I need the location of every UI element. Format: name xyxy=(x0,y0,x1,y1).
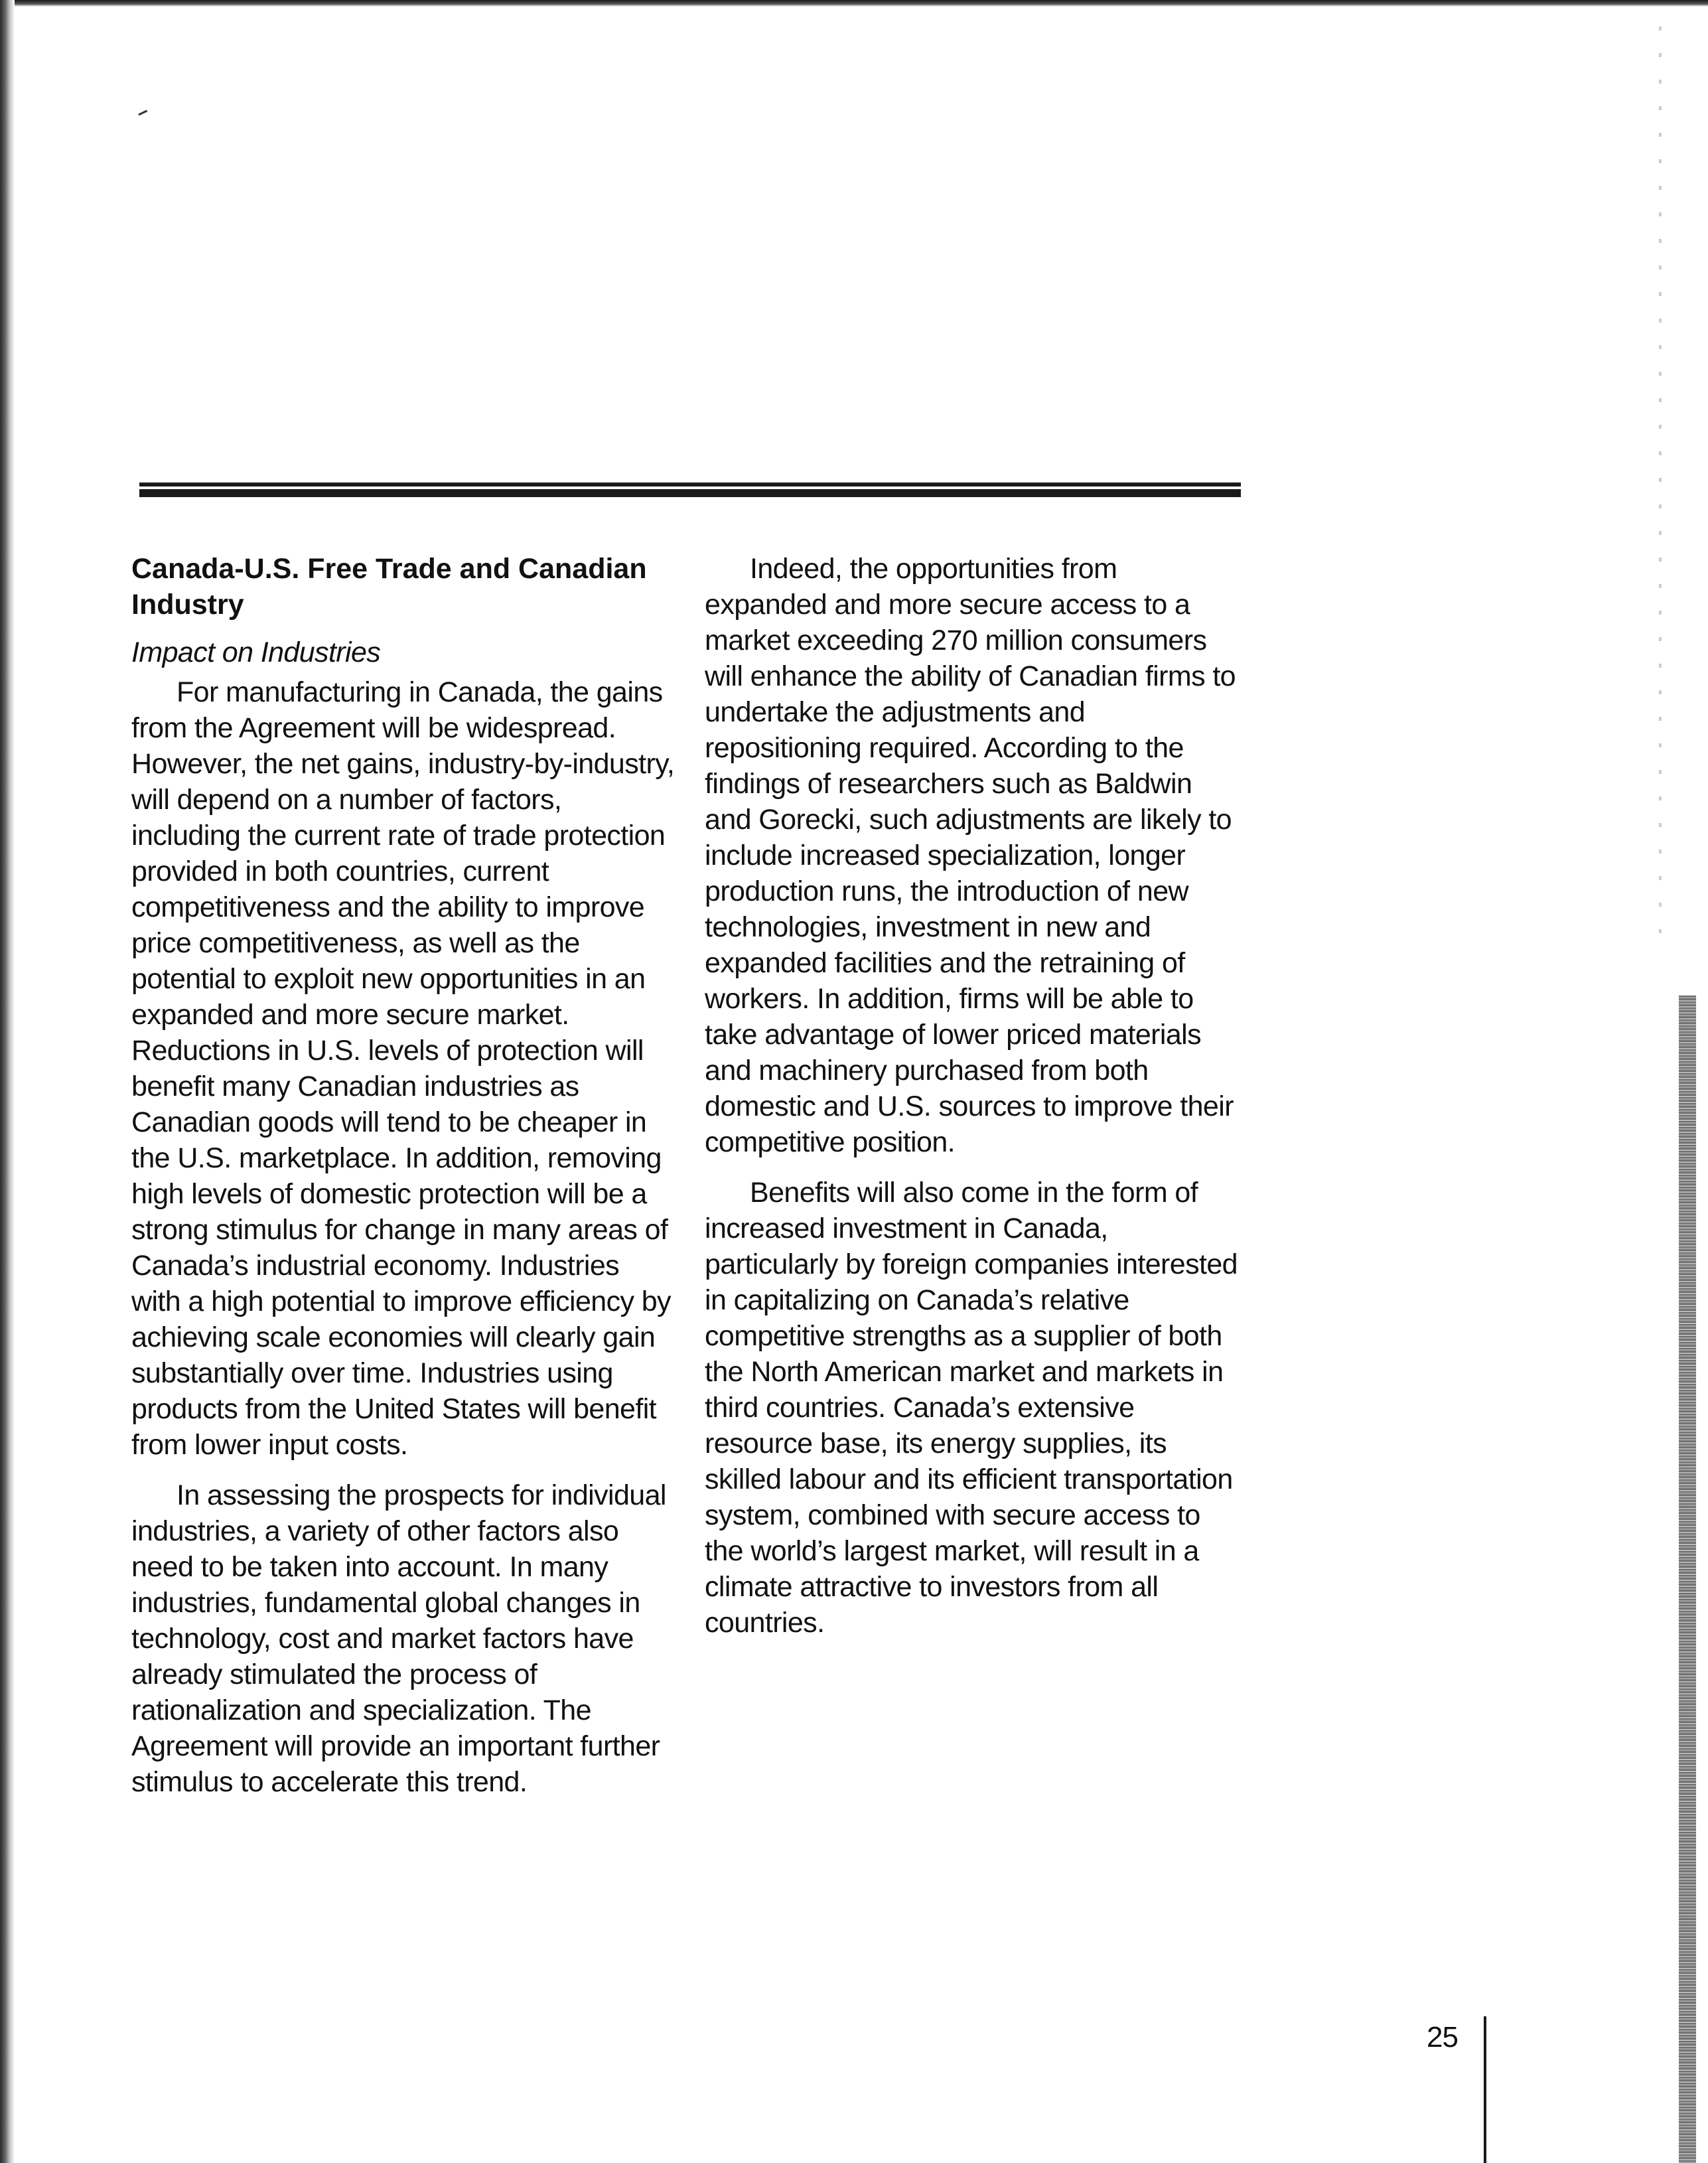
paragraph-4: Benefits will also come in the form of increased investment in Canada, particularly by foreign companies interested in capitalizing on Canada’s relative competitive strengths as a supplier of both the North American market and markets in third countries. Canada’s extensive resource base, its energy supplies, its skilled labour and its efficient transportation system, combined with secure access to the world’s largest market, will result in a climate attractive to investors from all countries. xyxy=(705,1177,1238,1639)
article-heading: Canada-U.S. Free Trade and Canadian Industry xyxy=(131,553,647,621)
scan-left-edge xyxy=(0,0,15,2163)
scan-top-edge xyxy=(0,0,1708,7)
scan-right-faint-marks xyxy=(1659,27,1662,956)
section-rule xyxy=(139,483,1241,497)
page-number: 25 xyxy=(1427,2021,1458,2053)
paragraph-2: In assessing the prospects for individual industries, a variety of other factors also need to be taken into account. In many industries, fundamental global changes in technology, cost and market factors have already stimulated the process of rationalization and specialization. The Agreement will provide an important further stimulus to accelerate this trend. xyxy=(131,1479,666,1798)
article-subheading: Impact on Industries xyxy=(131,636,381,668)
page-number-rule xyxy=(1484,2016,1486,2163)
right-column xyxy=(705,551,1245,1655)
paragraph-3: Indeed, the opportunities from expanded and more secure access to a market exceeding 270 million consumers will enhance the ability of Canadian firms to undertake the adjustments and repositioning required. According to the findings of researchers such as Baldwin and Gorecki, such adjustments are likely to include increased specialization, longer production runs, the introduction of new technologies, investment in new and expanded facilities and the retraining of workers. In addition, firms will be able to take advantage of lower priced materials and machinery purchased from both domestic and U.S. sources to improve their competitive position. xyxy=(705,553,1236,1158)
left-column xyxy=(131,551,676,1815)
scan-speck xyxy=(138,110,149,121)
paragraph-1: For manufacturing in Canada, the gains from the Agreement will be widespread. However, the net gains, industry-by-industry, will depend on a number of factors, including the current rate of trade protection provided in both countries, current competitiveness and the ability to improve price competitiveness, as well as the potential to exploit new opportunities in an expanded and more secure market. Reductions in U.S. levels of protection will benefit many Canadian industries as Canadian goods will tend to be cheaper in the U.S. marketplace. In addition, removing high levels of domestic protection will be a strong stimulus for change in many areas of Canada’s industrial economy. Industries with a high potential to improve efficiency by achieving scale economies will clearly gain substantially over time. Industries using products from the United States will benefit from lower input costs. xyxy=(131,676,675,1461)
scan-right-binding-strip xyxy=(1679,996,1696,2163)
